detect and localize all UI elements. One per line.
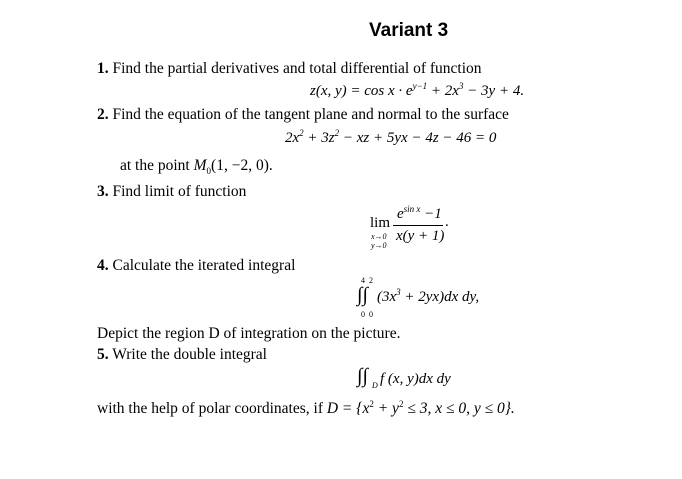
numerator-e: e: [397, 206, 404, 222]
problem-1-text: Find the partial derivatives and total differential of function: [112, 60, 482, 77]
problem-2-text: Find the equation of the tangent plane and normal to the surface: [112, 106, 509, 123]
lower-limit-2: 0: [369, 310, 373, 319]
point-sub: 0: [206, 166, 212, 176]
formula-1-lhs: z(x, y) = cos x · e: [310, 83, 413, 99]
set-b: + y: [373, 400, 399, 417]
limit-trailing: .: [445, 214, 449, 230]
numerator-exp: sin x: [403, 204, 421, 214]
limit-y: y→0: [371, 241, 387, 250]
integrand-exp: 3: [396, 287, 401, 297]
formula-2-b: + 3z: [303, 130, 335, 146]
limit-word: lim: [370, 215, 391, 231]
numerator-rest: −1: [420, 206, 442, 222]
limit-numerator: [397, 206, 442, 223]
point-coords: (1, −2, 0).: [211, 157, 273, 174]
polar-phrase: with the help of polar coordinates, if: [97, 400, 327, 417]
set-c: ≤ 3, x ≤ 0, y ≤ 0}.: [403, 400, 515, 417]
page-title: Variant 3: [369, 20, 449, 41]
lower-limit-1: 0: [361, 310, 365, 319]
formula-1-exp2: 3: [458, 81, 464, 91]
problem-2-point: [120, 157, 273, 175]
problem-2: [97, 106, 509, 124]
problem-4-number: 4.: [97, 257, 109, 274]
set-exp1: 2: [369, 399, 374, 409]
point-text: at the point: [120, 157, 194, 174]
problem-3-number: 3.: [97, 183, 109, 200]
problem-5: [97, 346, 267, 364]
problem-4-text: Calculate the iterated integral: [112, 257, 296, 274]
problem-3-text: Find limit of function: [112, 183, 247, 200]
formula-2-a: 2x: [285, 130, 300, 146]
integrand-b: + 2yx)dx dy,: [400, 289, 480, 305]
limit-x: x→0: [371, 232, 387, 241]
problem-5-number: 5.: [97, 346, 109, 363]
point-m: M: [193, 157, 207, 174]
problem-4: [97, 257, 295, 275]
problem-2-formula: [285, 130, 496, 147]
integral-function: f (x, y)dx dy: [380, 371, 451, 387]
problem-1: [97, 60, 482, 78]
limit-denominator: x(y + 1): [396, 228, 445, 244]
double-integral-sign-2: ∫∫: [357, 365, 368, 387]
upper-limit-1: 4: [361, 276, 365, 285]
problem-1-formula: [310, 83, 524, 100]
set-a: D = {x: [326, 400, 370, 417]
formula-1-mid: + 2x: [427, 83, 459, 99]
formula-2-a-exp: 2: [299, 128, 304, 138]
polar-text: [97, 400, 515, 418]
integrand-a: (3x: [377, 289, 397, 305]
formula-1-exp1: y−1: [412, 81, 428, 91]
fraction-bar: [393, 225, 443, 226]
double-integral-sign: ∫∫: [357, 284, 368, 306]
formula-2-c: − xz + 5yx − 4z − 46 = 0: [339, 130, 497, 146]
problem-2-number: 2.: [97, 106, 109, 123]
set-exp2: 2: [398, 399, 404, 409]
problem-3: [97, 183, 246, 201]
problem-1-number: 1.: [97, 60, 109, 77]
depict-region-text: Depict the region D of integration on the picture.: [97, 325, 401, 342]
formula-1-rhs: − 3y + 4.: [463, 83, 525, 99]
problem-5-text: Write the double integral: [112, 346, 267, 363]
integral-integrand: [377, 289, 479, 306]
formula-2-b-exp: 2: [334, 128, 340, 138]
integral-domain: D: [372, 381, 378, 390]
upper-limit-2: 2: [369, 276, 373, 285]
